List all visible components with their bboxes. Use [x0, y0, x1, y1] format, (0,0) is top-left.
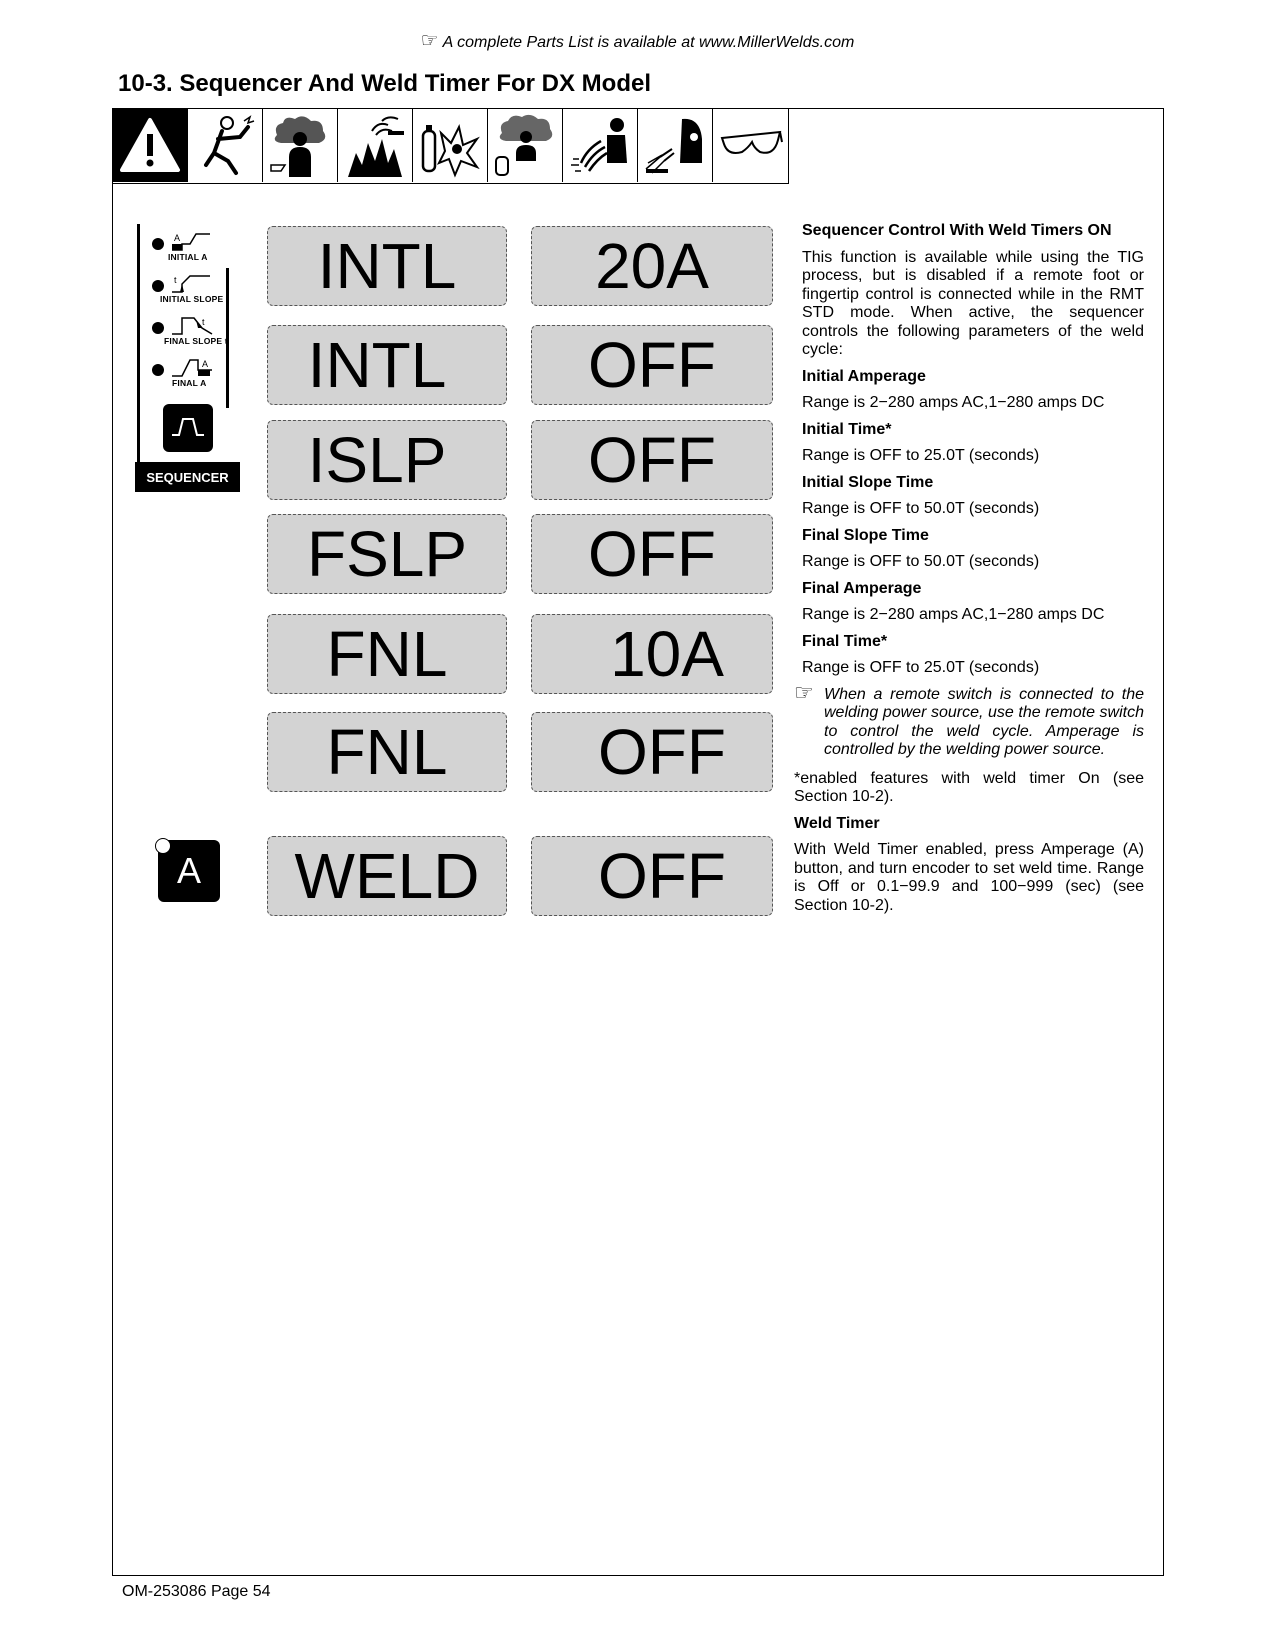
- param-range: Range is OFF to 50.0T (seconds): [802, 500, 1040, 517]
- left-display: INTL: [267, 226, 507, 306]
- amperage-button[interactable]: A: [158, 840, 220, 902]
- svg-text:t: t: [174, 275, 177, 285]
- pointing-hand-icon: ☞: [794, 679, 814, 705]
- indicator-led: [152, 280, 164, 292]
- indicator-led: [152, 238, 164, 250]
- pointing-hand-icon: ☞: [420, 30, 439, 52]
- right-display: OFF: [531, 836, 773, 916]
- param-name: Initial Amperage: [802, 367, 926, 385]
- param-range: Range is OFF to 25.0T (seconds): [802, 659, 1040, 676]
- svg-text:t: t: [202, 317, 205, 327]
- led-label: FINAL A: [172, 378, 207, 388]
- weld-timer-heading: Weld Timer: [794, 814, 880, 832]
- right-display: OFF: [531, 712, 773, 792]
- param-range: Range is 2−280 amps AC,1−280 amps DC: [802, 394, 1105, 411]
- sequencer-label: SEQUENCER: [135, 462, 240, 492]
- fumes-gases-icon: [263, 109, 338, 182]
- section-title: 10-3. Sequencer And Weld Timer For DX Model: [118, 70, 652, 97]
- right-display: OFF: [531, 420, 773, 500]
- led-initial-amp: [150, 232, 240, 274]
- safety-glasses-icon: [713, 109, 788, 182]
- led-initial-slope: [150, 274, 240, 316]
- svg-text:A: A: [174, 233, 181, 243]
- remote-switch-note-text: When a remote switch is connected to the welding power source, use the remote switch to control the weld cycle. Amperage is controlled by the welding power source.: [824, 685, 1144, 758]
- param-name: Final Amperage: [802, 579, 922, 597]
- sequencer-pulse-icon: [171, 415, 205, 442]
- indicator-led: [152, 322, 164, 334]
- right-display: OFF: [531, 514, 773, 594]
- left-display: INTL: [267, 325, 507, 405]
- page-footer: OM-253086 Page 54: [122, 1583, 271, 1600]
- svg-text:A: A: [202, 359, 209, 369]
- panel-bracket-line: [137, 224, 140, 464]
- param-name: Initial Time*: [802, 420, 892, 438]
- right-display: OFF: [531, 325, 773, 405]
- arc-rays-helmet-icon: [638, 109, 713, 182]
- parts-list-note: [0, 28, 1275, 53]
- param-name: Final Slope Time: [802, 526, 929, 544]
- left-display: ISLP: [267, 420, 507, 500]
- footnote: *enabled features with weld timer On (see Section 10-2).: [794, 769, 1144, 805]
- arc-fire-icon: [338, 109, 413, 182]
- param-range: Range is 2−280 amps AC,1−280 amps DC: [802, 606, 1105, 623]
- sequencer-button[interactable]: [163, 404, 213, 452]
- description-column: [794, 222, 1144, 923]
- left-display: FNL: [267, 614, 507, 694]
- hot-parts-icon: [563, 109, 638, 182]
- left-display: FNL: [267, 712, 507, 792]
- indicator-led: [152, 364, 164, 376]
- led-label: FINAL SLOPE t: [164, 336, 228, 346]
- electric-shock-icon: [188, 109, 263, 182]
- parts-list-note-text: A complete Parts List is available at www.MillerWelds.com: [442, 34, 855, 51]
- weld-timer-text: With Weld Timer enabled, press Amperage (A) button, and turn encoder to set weld time. Range is Off or 0.1−99.9 and 100−999 (sec) (see Section 10-2).: [794, 841, 1144, 914]
- sequencer-intro: This function is available while using the TIG process, but is disabled if a remote foot or fingertip control is connected while in the RMT STD mode. When active, the sequencer controls the following parameters of the weld cycle:: [802, 248, 1144, 358]
- remote-switch-note: [794, 679, 1144, 760]
- param-name: Initial Slope Time: [802, 473, 934, 491]
- right-display: 20A: [531, 226, 773, 306]
- amperage-led: [155, 838, 171, 854]
- warning-triangle-icon: [113, 109, 188, 182]
- cylinder-explode-icon: [413, 109, 488, 182]
- fumes-breathing-icon: [488, 109, 563, 182]
- led-label: INITIAL SLOPE t: [160, 294, 229, 304]
- param-range: Range is OFF to 25.0T (seconds): [802, 447, 1040, 464]
- left-display: WELD: [267, 836, 507, 916]
- led-label: INITIAL A: [168, 252, 208, 262]
- param-name: Final Time*: [802, 632, 888, 650]
- param-range: Range is OFF to 50.0T (seconds): [802, 553, 1040, 570]
- left-display: FSLP: [267, 514, 507, 594]
- led-final-amp: [150, 358, 240, 400]
- led-final-slope: [150, 316, 240, 358]
- right-display: 10A: [531, 614, 773, 694]
- sequencer-heading: Sequencer Control With Weld Timers ON: [802, 222, 1112, 239]
- hazard-symbol-strip: [112, 108, 789, 184]
